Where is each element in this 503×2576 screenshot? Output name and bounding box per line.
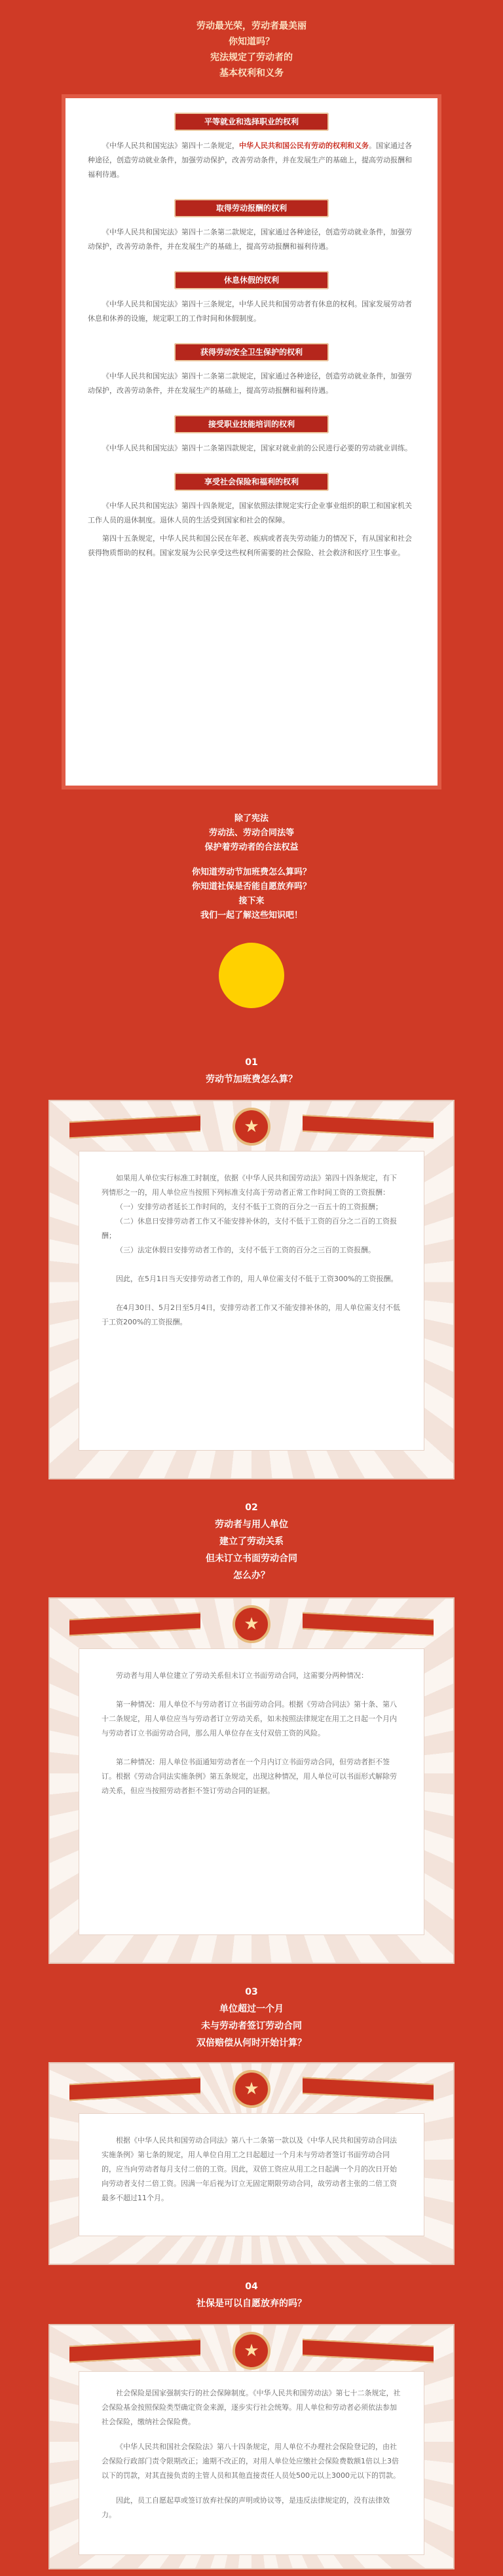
highlight-text: 中华人民共和国公民有劳动的权利和义务 [239,141,369,150]
star-medal-icon: ★ [233,1605,270,1643]
answer-paragraph: （二）休息日安排劳动者工作又不能安排补休的，支付不低于工资的百分之二百的工资报酬； [102,1217,397,1240]
section-title: 接受职业技能培训的权利 [174,415,329,433]
ribbon-banner [303,1115,434,1138]
intro-line: 你知道吗？ [229,37,274,47]
question-title: 未与劳动者签订劳动合同 [201,2021,302,2031]
summary-line: 接下来 [238,896,265,906]
star-medal-icon: ★ [233,2070,270,2108]
ribbon-banner [303,1612,434,1636]
question-title: 双倍赔偿从何时开始计算？ [196,2038,307,2048]
answer-paragraph: 社会保险是国家强制实行的社会保障制度。《中华人民共和国劳动法》第七十二条规定，社会保险基金按照保险类型确定资金来源，逐步实行社会统筹。用人单位和劳动者必须依法参加社会保险，缴纳社会保险费。 [102,2389,401,2426]
answer-paragraph: 根据《中华人民共和国劳动合同法》第八十二条第一款以及《中华人民共和国劳动合同法实施条例》第七条的规定，用人单位自用工之日起超过一个月未与劳动者签订书面劳动合同的，应当向劳动者每月支付二倍的工资。因此，双倍工资应从用工之日起满一个月的次日开始向劳动者支付二倍工资。因满一年后视为订立无固定期限劳动合同，故劳动者主张的二倍工资最多不超过11个月。 [102,2136,397,2202]
section-title: 休息休假的权利 [174,271,329,289]
section-body: 《中华人民共和国宪法》第四十二条第二款规定，国家通过各种途径，创造劳动就业条件，加强劳动保护，改善劳动条件，并在发展生产的基础上，提高劳动报酬和福利待遇。 [88,228,412,251]
section-body: 《中华人民共和国宪法》第四十二条第四款规定，国家对就业前的公民进行必要的劳动就业训练。 [102,444,412,452]
body-text: 《中华人民共和国宪法》第四十二条规定， [102,141,239,150]
right-section [88,199,415,254]
answer-paragraph: 在4月30日、5月2日至5月4日，安排劳动者工作又不能安排补休的，用人单位需支付不低于工资200%的工资报酬。 [102,1303,400,1326]
summary-line: 我们一起了解这些知识吧！ [200,911,303,920]
question-number: 01 [245,1057,258,1068]
question-title: 单位超过一个月 [219,2004,284,2014]
answer-paragraph: 《中华人民共和国社会保险法》第八十四条规定，用人单位不办理社会保险登记的，由社会保险行政部门责令限期改正；逾期不改正的，对用人单位处应缴社会保险费数额1倍以上3倍以下的罚款，对其直接负责的主管人员和其他直接责任人员处500元以上3000元以下的罚款。 [102,2442,400,2480]
section-body: 《中华人民共和国宪法》第四十三条规定，中华人民共和国劳动者有休息的权利。国家发展劳动者休息和休养的设施，规定职工的工作时间和休假制度。 [88,300,412,323]
intro-line: 宪法规定了劳动者的 [210,52,293,63]
intro-line: 劳动最光荣，劳动者最美丽 [196,21,307,31]
ribbon-banner [303,2339,434,2363]
summary-line: 你知道劳动节加班费怎么算吗？ [191,867,311,877]
intro [0,0,503,81]
section-body [88,139,415,182]
star-medal-icon: ★ [233,1108,270,1146]
section-title: 获得劳动安全卫生保护的权利 [174,343,329,361]
ribbon-banner [69,1115,200,1138]
question-card [48,2062,455,2265]
body-text: 。国家通过各种途径，创造劳动就业条件，加强劳动保护，改善劳动条件，并在发展生产的基础上，提高劳动报酬和福利待遇。 [88,141,412,179]
question-header [0,1054,503,1088]
question-card [48,2324,455,2569]
question-number: 04 [245,2281,258,2292]
answer-paragraph: 第一种情况：用人单位不与劳动者订立书面劳动合同。根据《劳动合同法》第十条、第八十二条规定，用人单位应当与劳动者订立劳动关系，如未按照法律规定在用工之日起一个月内与劳动者订立书面劳动合同，那么用人单位存在支付双倍工资的风险。 [102,1700,397,1737]
question-number: 03 [245,1987,258,1997]
question-header [0,1499,503,1584]
summary-line: 保护着劳动者的合法权益 [204,843,299,852]
answer-panel [79,1151,424,1451]
question-header [0,2278,503,2312]
section-body: 《中华人民共和国宪法》第四十二条第二款规定，国家通过各种途径，创造劳动就业条件，加强劳动保护，改善劳动条件，并在发展生产的基础上，提高劳动报酬和福利待遇。 [88,372,412,395]
right-section [88,113,415,182]
section-body: 《中华人民共和国宪法》第四十四条规定，国家依照法律规定实行企业事业组织的职工和国家机关工作人员的退休制度。退休人员的生活受到国家和社会的保障。 [88,501,412,524]
section-title: 平等就业和选择职业的权利 [174,113,329,131]
section-title: 享受社会保险和福利的权利 [174,473,329,491]
question-title: 建立了劳动关系 [219,1536,284,1547]
question-card [48,1597,455,1964]
ribbon-banner [69,2339,200,2363]
question-title: 劳动者与用人单位 [215,1519,288,1530]
intro-line: 基本权利和义务 [219,68,284,79]
answer-paragraph: （一）安排劳动者延长工作时间的，支付不低于工资的百分之一百五十的工资报酬； [116,1203,382,1211]
right-section [88,415,415,456]
ribbon-banner [303,2077,434,2101]
summary-line: 你知道社保是否能自愿放弃吗？ [191,882,311,892]
yellow-circle-decoration [219,943,284,1008]
section-title: 取得劳动报酬的权利 [174,199,329,217]
answer-paragraph: （三）法定休假日安排劳动者工作的，支付不低于工资的百分之三百的工资报酬。 [116,1246,375,1254]
answer-panel [79,1648,424,1935]
answer-paragraph: 因此，员工自愿起草或签订放弃社保的声明或协议等，是违反法律规定的，没有法律效力。 [102,2496,390,2519]
rights-card [65,98,438,786]
answer-paragraph: 因此，在5月1日当天安排劳动者工作的，用人单位需支付不低于工资300%的工资报酬。 [116,1275,398,1283]
right-section [88,473,415,560]
answer-paragraph: 第二种情况：用人单位书面通知劳动者在一个月内订立书面劳动合同，但劳动者拒不签订。根据《劳动合同法实施条例》第五条规定，出现这种情况，用人单位可以书面形式解除劳动关系，但应当按照劳动者拒不签订劳动合同的证据。 [102,1758,397,1795]
answer-paragraph: 劳动者与用人单位建立了劳动关系但未订立书面劳动合同，这需要分两种情况： [116,1671,368,1680]
ribbon-banner [69,2077,200,2101]
answer-panel [79,2371,424,2555]
summary [0,812,503,923]
answer-panel [79,2113,424,2236]
question-title: 劳动节加班费怎么算？ [206,1074,297,1085]
right-section [88,343,415,398]
question-title: 但未订立书面劳动合同 [206,1553,297,1564]
question-card [48,1100,455,1479]
summary-line: 除了宪法 [234,814,269,824]
question-title: 怎么办？ [233,1570,270,1581]
question-title: 社保是可以自愿放弃的吗？ [196,2298,307,2309]
question-header [0,1984,503,2052]
section-body: 第四十五条规定，中华人民共和国公民在年老、疾病或者丧失劳动能力的情况下，有从国家和社会获得物质帮助的权利。国家发展为公民享受这些权利所需要的社会保险、社会救济和医疗卫生事业。 [88,534,412,557]
answer-paragraph: 如果用人单位实行标准工时制度，依据《中华人民共和国劳动法》第四十四条规定，有下列情形之一的，用人单位应当按照下列标准支付高于劳动者正常工作时间工资的工资报酬： [102,1174,397,1197]
right-section [88,271,415,326]
summary-line: 劳动法、劳动合同法等 [208,828,294,838]
question-number: 02 [245,1502,258,1513]
ribbon-banner [69,1612,200,1636]
star-medal-icon: ★ [233,2332,270,2370]
